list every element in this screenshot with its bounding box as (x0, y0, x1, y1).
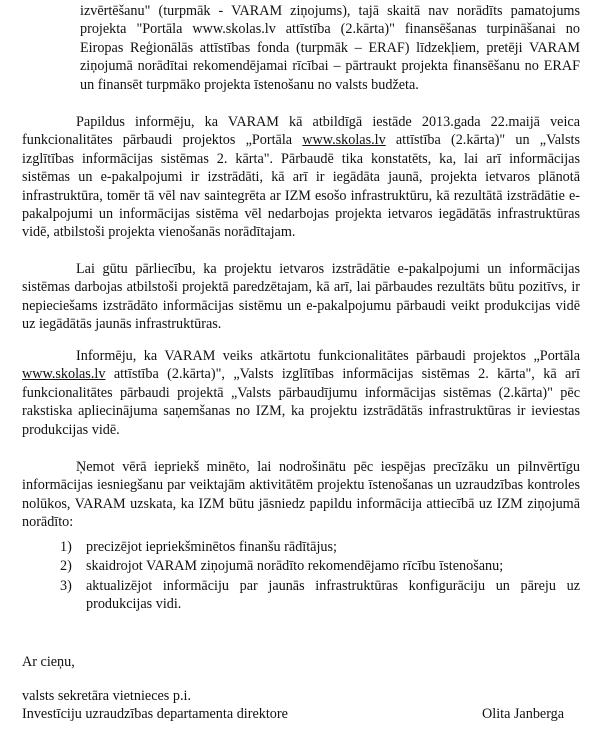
skolas-link[interactable]: www.skolas.lv (22, 366, 106, 383)
list-number: 3) (60, 577, 72, 594)
paragraph-functionality-check (22, 113, 580, 242)
paragraph-text: attīstība (2.kārta)", „Valsts izglītības informācijas sistēmas 2. kārta", kā arī funkcionalitātes pārbaudi projektā „Valsts pārbaudījumu informācijas sistēmas (2.kārta)" pēc rakstiska apliecinājuma saņemšanas no IZM, ka projektu izstrādātās infrastruktūras ir ieviestas produkcijas vidē. (22, 366, 580, 438)
list-item (60, 538, 580, 556)
list-item (60, 557, 580, 575)
paragraph-text: Papildus informēju, ka VARAM kā atbildīgā iestāde 2013.gada 22.maijā veica funkcionalitātes pārbaudi projektos „Portāla (22, 114, 580, 149)
paragraph-request: Ņemot vērā iepriekš minēto, lai nodrošinātu pēc iespējas precīzāku un pilnvērtīgu informācijas iesniegšanu par veiktajām aktivitātēm projektu īstenošanas un uzraudzības kontroles nolūkos, VARAM uzskata, ka IZM būtu jāsniedz papildu informācija attiecībā uz IZM ziņojumā norādīto: (22, 459, 580, 531)
signatory-title: valsts sekretāra vietnieces p.i. (22, 688, 192, 704)
requirements-list (60, 538, 580, 615)
signatory-department: Investīciju uzraudzības departamenta direktore (22, 706, 288, 722)
list-text: skaidrojot VARAM ziņojumā norādīto rekomendējamo rīcību īstenošanu; (86, 558, 504, 575)
signatory-name: Olita Janberga (482, 706, 565, 722)
paragraph-text: attīstība (2.kārta)" un „Valsts izglītības informācijas sistēmas 2. kārta". Pārbaudē tika konstatēts, ka, lai arī informācijas sistēmas un e-pakalpojumi ir izstrādāti, kā arī ir iegādāta jaunā, projekta ietvaros plānotā infrastruktūra, tomēr tā vēl nav saintegrēta ar IZM esošo infrastruktūru, kā rezultātā izstrādātie e-pakalpojumi un informācijas sistēma vēl nedarbojas projekta ietvaros iegādātās infrastruktūras vidē, atbilstoši projekta vienošanās norādītajam. (22, 132, 580, 241)
list-text: precizējot iepriekšminētos finanšu rādītājus; (86, 539, 337, 555)
closing-salutation: Ar cieņu, (22, 654, 75, 670)
skolas-link[interactable]: www.skolas.lv (302, 132, 386, 149)
list-number: 1) (60, 539, 72, 555)
paragraph-text: Informēju, ka VARAM veiks atkārtotu funkcionalitātes pārbaudi projektos „Portāla (76, 348, 580, 364)
list-number: 2) (60, 558, 72, 575)
paragraph-assurance: Lai gūtu pārliecību, ka projektu ietvaros izstrādātie e-pakalpojumi un informācijas sistēmas darbojas atbilstoši projektā paredzētajam, kā arī, lai pārbaudes rezultāts būtu pozitīvs, ir nepieciešams izstrādāto informācijas sistēmu un e-pakalpojumu pārbaudi veikt produkcijas vidē uz iegādātās jaunās infrastruktūras. (22, 261, 580, 333)
paragraph-repeat-check (22, 347, 580, 439)
list-text: aktualizējot informāciju par jaunās infrastruktūras konfigurāciju un pāreju uz produkcijas vidi. (86, 577, 580, 613)
list-item (60, 577, 580, 614)
intro-continuation-paragraph: izvērtēšanu" (turpmāk - VARAM ziņojums), tajā skaitā nav norādīts pamatojums projekta "Portāla www.skolas.lv attīstība (2.kārta)" finansēšanas turpināšanai no Eiropas Reģionālās attīstības fonda (turpmāk – ERAF) līdzekļiem, pretēji VARAM ziņojumā norādītai rekomendējamai rīcībai – pārtraukt projekta finansēšanu no ERAF un finansēt turpmāko projekta īstenošanu no valsts budžeta. (80, 3, 580, 93)
